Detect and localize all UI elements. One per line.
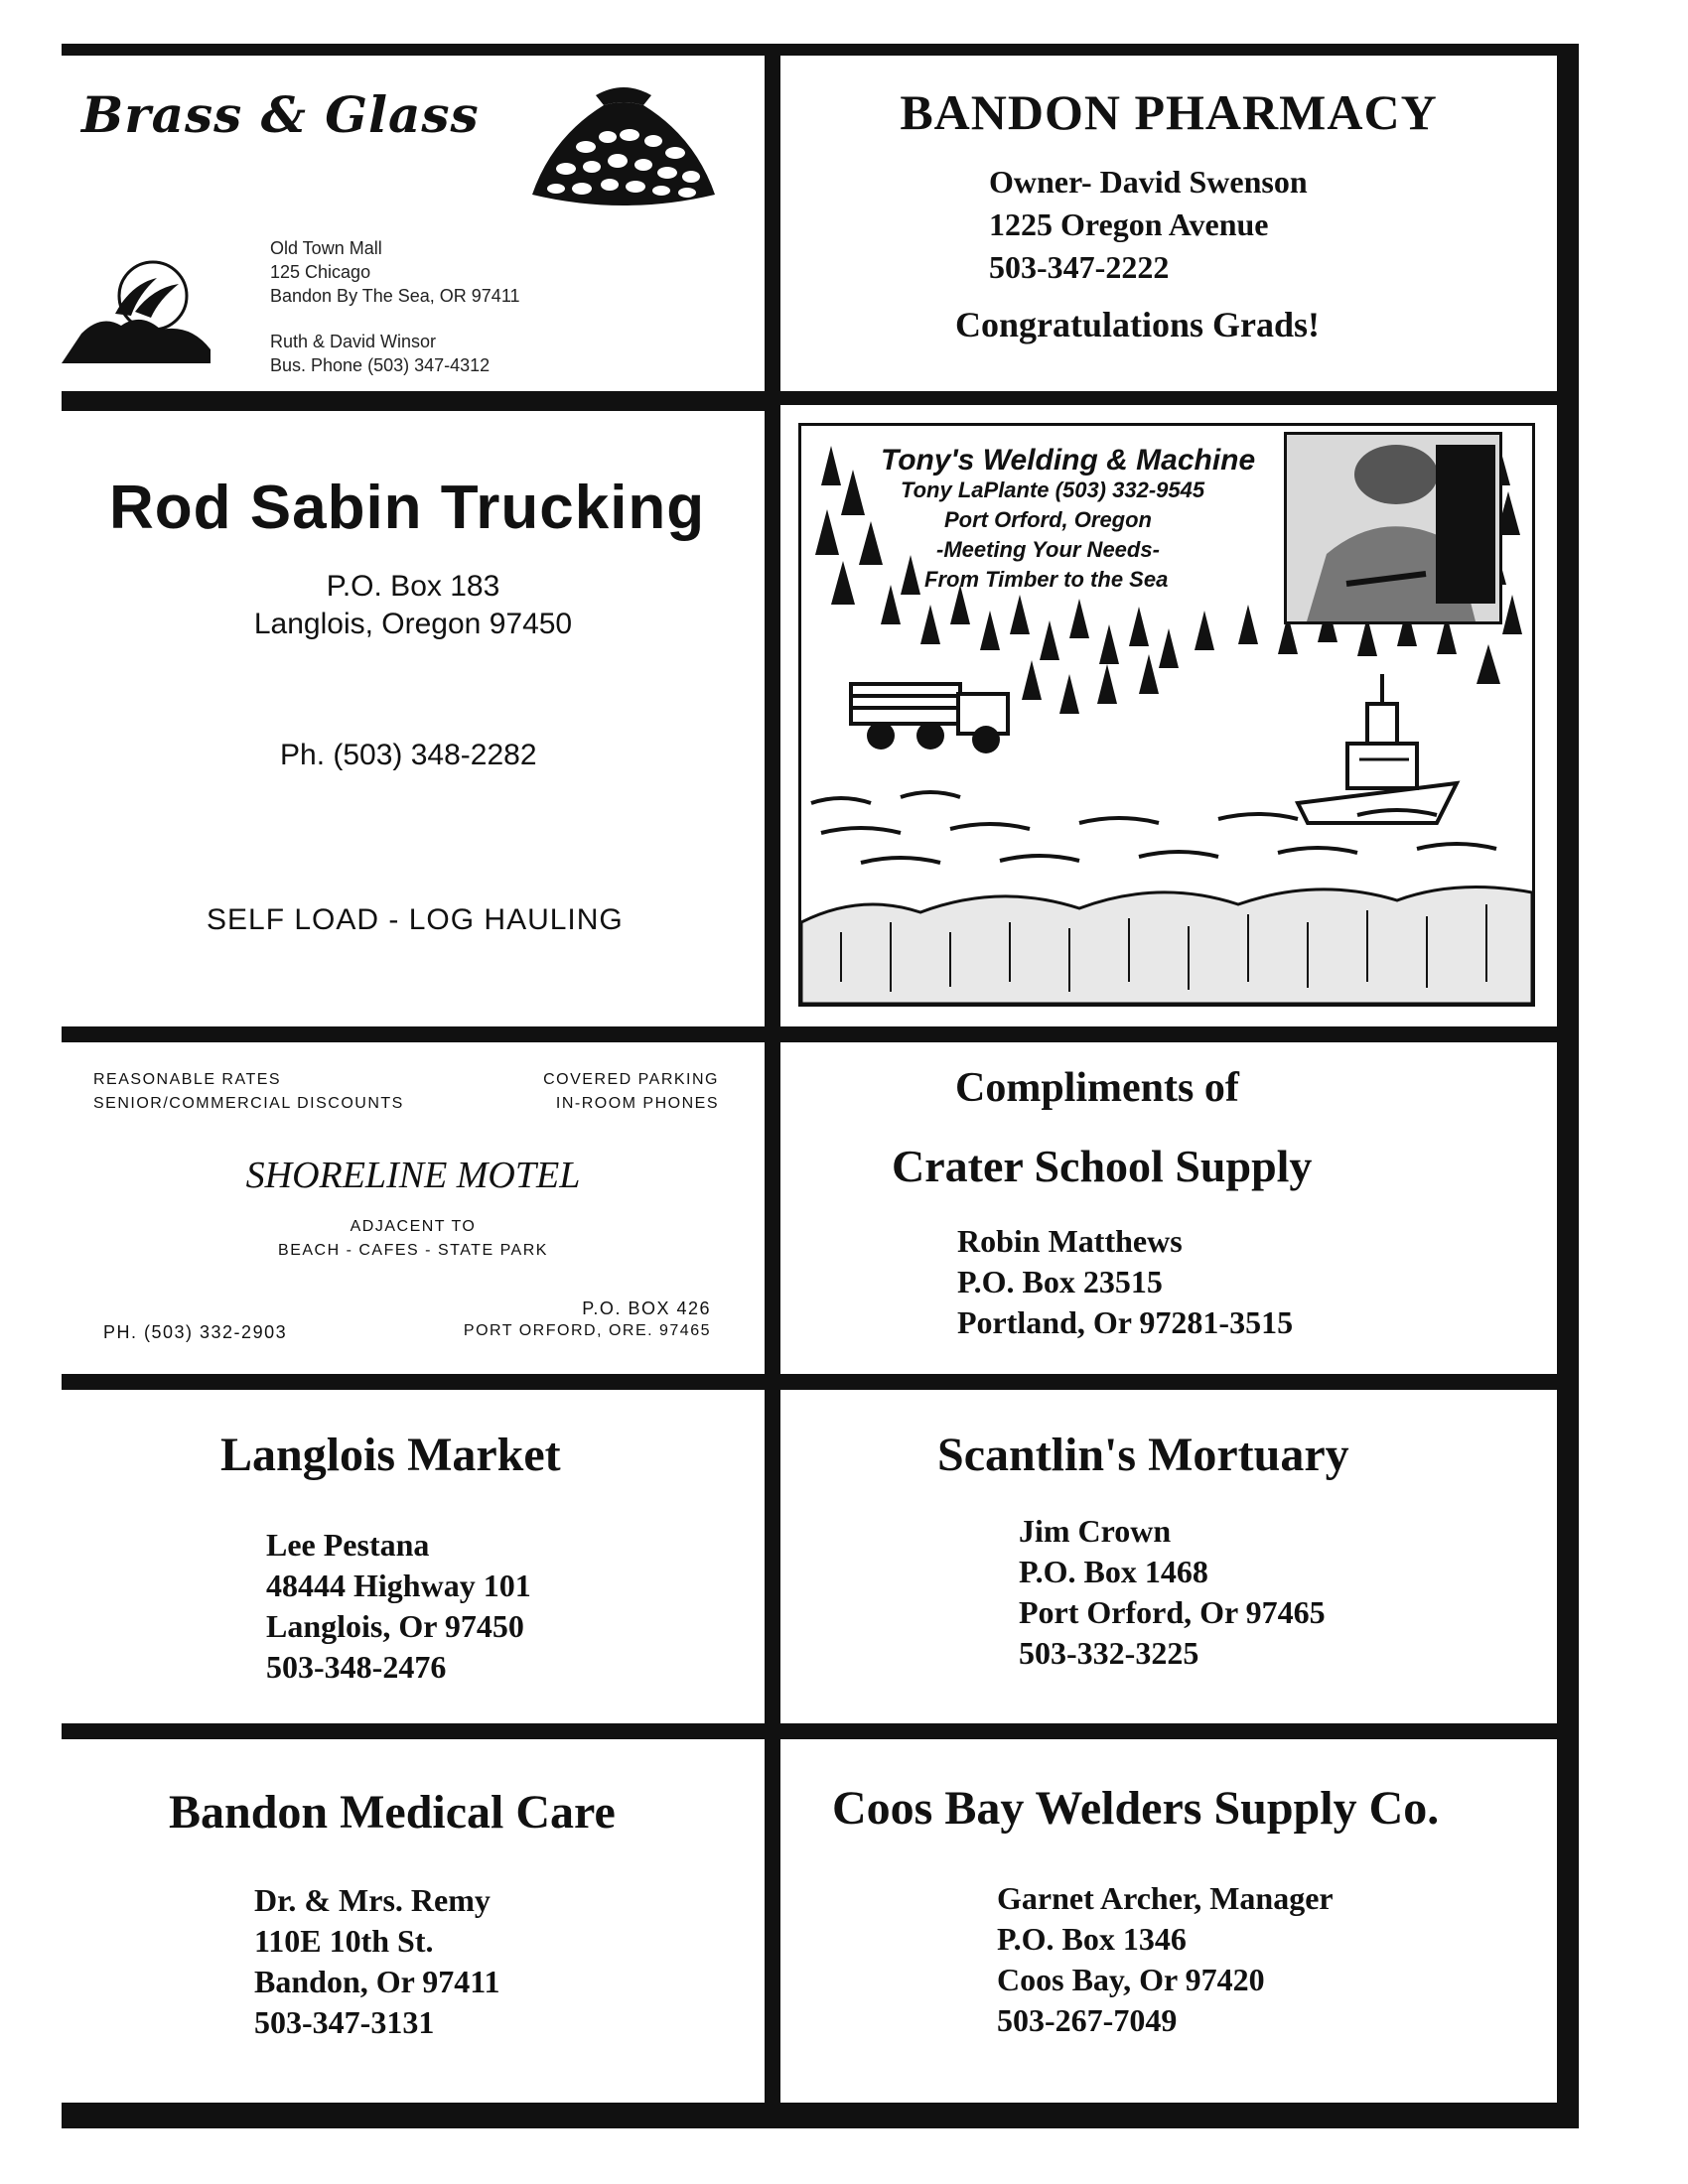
business-name: Crater School Supply bbox=[892, 1141, 1313, 1191]
sea-and-shore-drawing bbox=[801, 783, 1532, 1004]
amenities-right: COVERED PARKING IN-ROOM PHONES bbox=[543, 1071, 719, 1112]
business-name: Bandon Medical Care bbox=[169, 1786, 616, 1839]
illustration-frame bbox=[798, 423, 1535, 1007]
details-block: Robin Matthews P.O. Box 23515 Portland, Or 97281-3515 bbox=[957, 1223, 1294, 1340]
ad-rod-sabin-trucking bbox=[62, 411, 765, 1026]
address-block: P.O. Box 183 Langlois, Oregon 97450 bbox=[253, 570, 573, 640]
welding-text-block: Tony's Welding & Machine Tony LaPlante (503) 332-9545 Port Orford, Oregon -Meeting Your Needs- From Timber to the Sea bbox=[881, 444, 1256, 592]
tagline: Congratulations Grads! bbox=[955, 305, 1321, 344]
phone: Ph. (503) 348-2282 bbox=[280, 739, 537, 771]
ad-bandon-pharmacy bbox=[780, 56, 1557, 391]
details-block: Lee Pestana 48444 Highway 101 Langlois, Or 97450 503-348-2476 bbox=[266, 1527, 531, 1685]
log-truck-icon bbox=[841, 654, 1020, 763]
business-name: Langlois Market bbox=[220, 1429, 561, 1481]
ad-tonys-welding bbox=[780, 405, 1557, 1026]
po-box: P.O. BOX 426 bbox=[582, 1298, 711, 1318]
business-name: Scantlin's Mortuary bbox=[937, 1429, 1349, 1481]
details-block: Jim Crown P.O. Box 1468 Port Orford, Or 97465 503-332-3225 bbox=[1019, 1513, 1326, 1671]
heading: Compliments of bbox=[955, 1065, 1239, 1111]
amenities-left: REASONABLE RATES SENIOR/COMMERCIAL DISCOUNTS bbox=[93, 1071, 404, 1112]
business-name: Brass & Glass bbox=[81, 85, 480, 144]
ad-brass-glass bbox=[62, 56, 765, 391]
tiffany-lamp-icon bbox=[526, 77, 721, 216]
ad-scantlins-mortuary bbox=[780, 1390, 1557, 1723]
details-block: Garnet Archer, Manager P.O. Box 1346 Coos Bay, Or 97420 503-267-7049 bbox=[997, 1880, 1334, 2038]
details-block: Owner- David Swenson 1225 Oregon Avenue 503-347-2222 bbox=[989, 164, 1308, 285]
seagull-logo-icon bbox=[62, 254, 211, 373]
address-block: Old Town Mall 125 Chicago Bandon By The Sea, OR 97411 Ruth & David Winsor Bus. Phone (503) 347-4312 bbox=[270, 238, 520, 375]
details-block: Dr. & Mrs. Remy 110E 10th St. Bandon, Or 97411 503-347-3131 bbox=[254, 1882, 500, 2040]
ad-crater-school-supply bbox=[780, 1042, 1557, 1374]
business-name: Coos Bay Welders Supply Co. bbox=[832, 1782, 1440, 1835]
welder-photo-icon bbox=[1284, 432, 1502, 624]
service-line: SELF LOAD - LOG HAULING bbox=[207, 903, 624, 936]
ad-coos-bay-welders-supply bbox=[780, 1739, 1557, 2103]
business-name: SHORELINE MOTEL bbox=[245, 1155, 581, 1196]
phone: PH. (503) 332-2903 bbox=[103, 1322, 288, 1342]
location-note: ADJACENT TO BEACH - CAFES - STATE PARK bbox=[278, 1218, 548, 1259]
ad-langlois-market bbox=[62, 1390, 765, 1723]
ad-bandon-medical-care bbox=[62, 1739, 765, 2103]
business-name: Rod Sabin Trucking bbox=[109, 474, 706, 542]
business-name: BANDON PHARMACY bbox=[900, 84, 1438, 140]
ad-shoreline-motel bbox=[62, 1042, 765, 1374]
city: PORT ORFORD, ORE. 97465 bbox=[463, 1322, 711, 1339]
